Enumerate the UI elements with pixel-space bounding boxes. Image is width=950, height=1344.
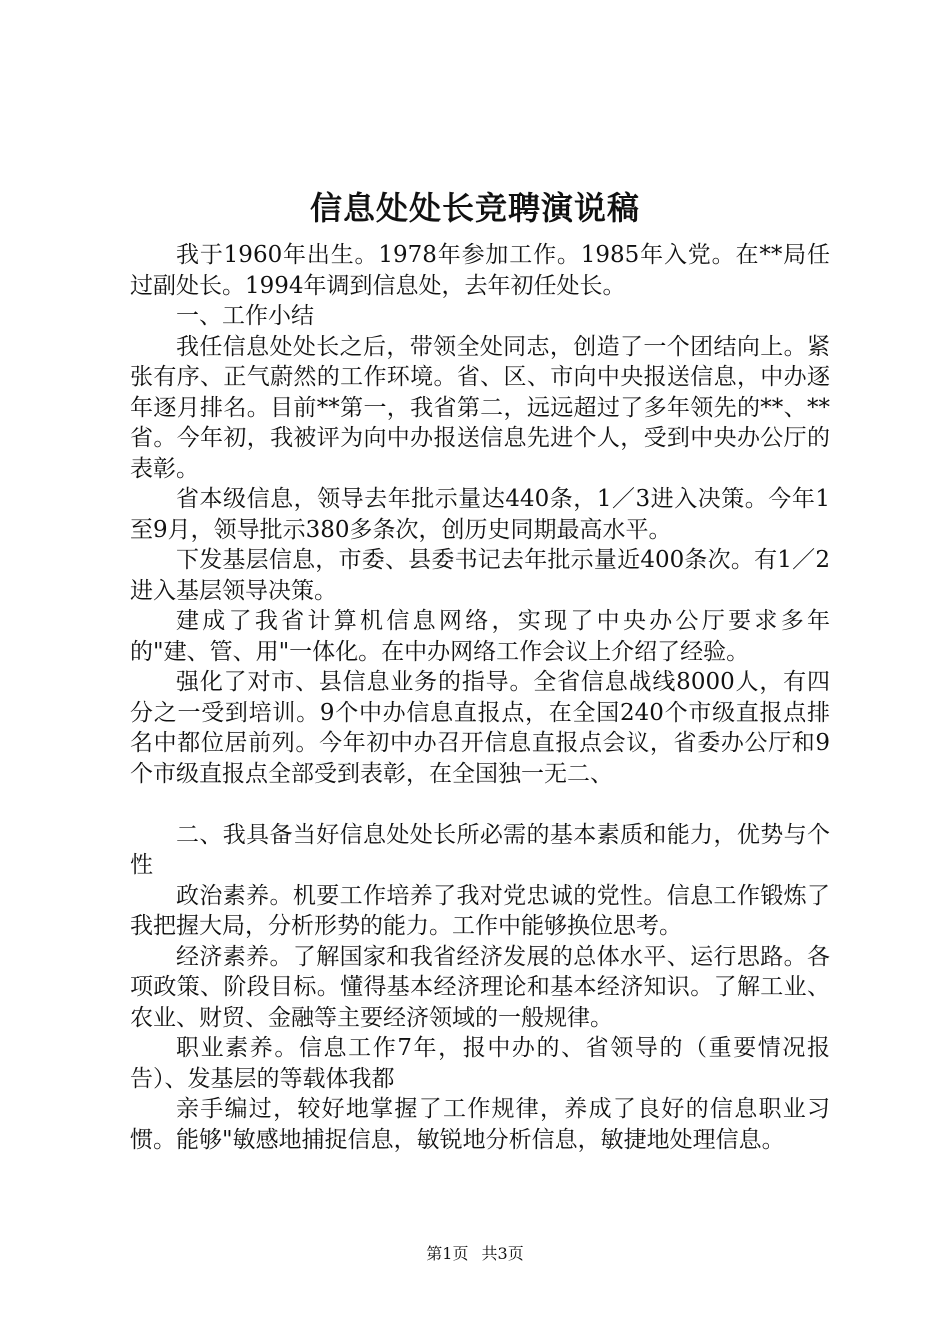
paragraph-summary: 我任信息处处长之后，带领全处同志，创造了一个团结向上。紧张有序、正气蔚然的工作环境。省、区、市向中央报送信息，中办逐年逐月排名。目前**第一，我省第二，远远超过了多年领先的**、**省。今年初，我被评为向中办报送信息先进个人，受到中央办公厅的表彰。 bbox=[130, 333, 830, 482]
document-title: 信息处处长竞聘演说稿 bbox=[309, 189, 640, 227]
paragraph-provincial-info: 省本级信息，领导去年批示量达440条，1／3进入决策。今年1至9月，领导批示380多条次，创历史同期最高水平。 bbox=[130, 486, 830, 543]
page-footer bbox=[0, 1243, 950, 1265]
paragraph-professional: 职业素养。信息工作7年，报中办的、省领导的（重要情况报告）、发基层的等载体我都 bbox=[130, 1035, 830, 1092]
section-heading-1: 一、工作小结 bbox=[176, 303, 314, 329]
paragraph-editing: 亲手编过，较好地掌握了工作规律，养成了良好的信息职业习惯。能够"敏感地捕捉信息，敏锐地分析信息，敏捷地处理信息。 bbox=[130, 1096, 830, 1153]
paragraph-intro: 我于1960年出生。1978年参加工作。1985年入党。在**局任过副处长。1994年调到信息处，去年初任处长。 bbox=[130, 242, 830, 299]
paragraph-political: 政治素养。机要工作培养了我对党忠诚的党性。信息工作锻炼了我把握大局，分析形势的能力。工作中能够换位思考。 bbox=[130, 882, 830, 939]
paragraph-grassroots-info: 下发基层信息，市委、县委书记去年批示量近400条次。有1／2进入基层领导决策。 bbox=[130, 547, 830, 604]
paragraph-network: 建成了我省计算机信息网络，实现了中央办公厅要求多年的"建、管、用"一体化。在中办网络工作会议上介绍了经验。 bbox=[130, 608, 830, 665]
page-number: 第1页 bbox=[426, 1244, 469, 1263]
document-body bbox=[130, 240, 830, 1155]
section-heading-2: 二、我具备当好信息处处长所必需的基本素质和能力，优势与个性 bbox=[130, 821, 830, 878]
paragraph-guidance: 强化了对市、县信息业务的指导。全省信息战线8000人，有四分之一受到培训。9个中办信息直报点，在全国240个市级直报点排名中都位居前列。今年初中办召开信息直报点会议，省委办公厅和9个市级直报点全部受到表彰，在全国独一无二、 bbox=[130, 669, 830, 787]
page-total: 共3页 bbox=[481, 1244, 524, 1263]
paragraph-spacer bbox=[130, 789, 830, 820]
paragraph-economic: 经济素养。了解国家和我省经济发展的总体水平、运行思路。各项政策、阶段目标。懂得基本经济理论和基本经济知识。了解工业、农业、财贸、金融等主要经济领域的一般规律。 bbox=[130, 943, 830, 1031]
